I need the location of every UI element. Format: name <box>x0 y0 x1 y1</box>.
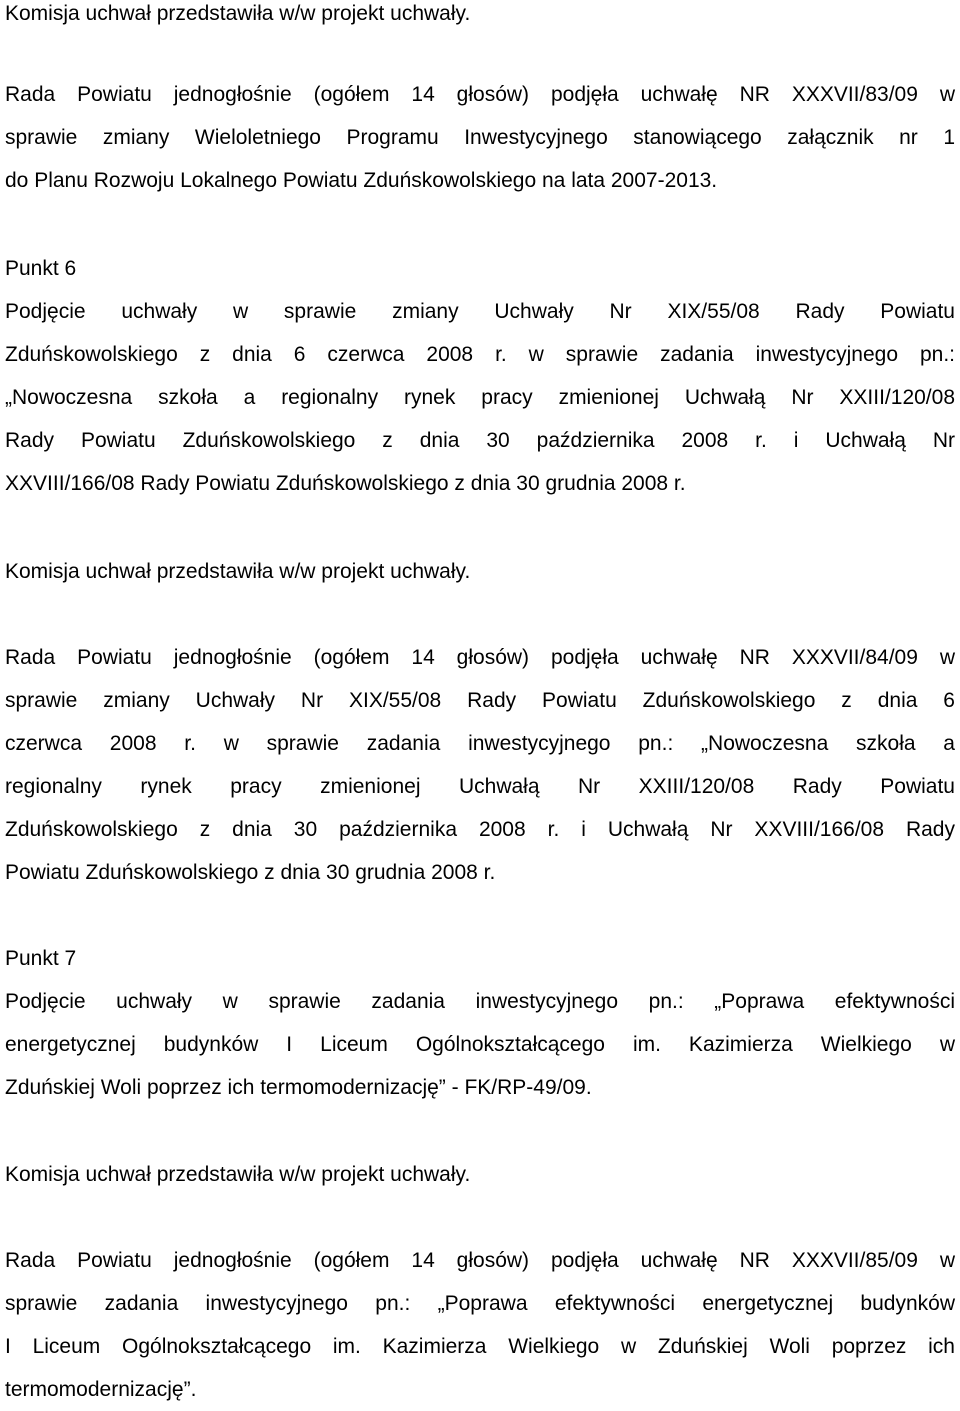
text-line: Komisja uchwał przedstawiła w/w projekt uchwały. <box>5 1163 471 1186</box>
paragraph-resolution-84 <box>5 636 955 894</box>
paragraph-resolution-85 <box>5 1239 955 1411</box>
text-line: regionalny rynek pracy zmienionej Uchwałą Nr XXIII/120/08 Rady Powiatu <box>5 775 955 798</box>
text-line: do Planu Rozwoju Lokalnego Powiatu Zduńskowolskiego na lata 2007-2013. <box>5 169 718 192</box>
text-line: Rada Powiatu jednogłośnie (ogółem 14 głosów) podjęła uchwałę NR XXXVII/84/09 w <box>5 646 955 669</box>
text-line: sprawie zmiany Uchwały Nr XIX/55/08 Rady Powiatu Zduńskowolskiego z dnia 6 <box>5 689 955 712</box>
text-line: Zduńskiej Woli poprzez ich termomodernizację” - FK/RP-49/09. <box>5 1076 592 1099</box>
paragraph-point-7 <box>5 937 955 1109</box>
paragraph-commission-note-3 <box>5 1153 955 1196</box>
text-line: Podjęcie uchwały w sprawie zadania inwestycyjnego pn.: „Poprawa efektywności <box>5 990 955 1013</box>
paragraph-resolution-83 <box>5 73 955 202</box>
paragraph-commission-note-1 <box>5 0 955 35</box>
text-line: Powiatu Zduńskowolskiego z dnia 30 grudnia 2008 r. <box>5 861 496 884</box>
text-line: czerwca 2008 r. w sprawie zadania inwestycyjnego pn.: „Nowoczesna szkoła a <box>5 732 955 755</box>
section-heading: Punkt 6 <box>5 257 77 280</box>
text-line: „Nowoczesna szkoła a regionalny rynek pracy zmienionej Uchwałą Nr XXIII/120/08 <box>5 386 955 409</box>
text-line: Komisja uchwał przedstawiła w/w projekt uchwały. <box>5 560 471 583</box>
text-line: Rada Powiatu jednogłośnie (ogółem 14 głosów) podjęła uchwałę NR XXXVII/85/09 w <box>5 1249 955 1272</box>
text-line: energetycznej budynków I Liceum Ogólnokształcącego im. Kazimierza Wielkiego w <box>5 1033 955 1056</box>
paragraph-commission-note-2 <box>5 550 955 593</box>
text-line: Rada Powiatu jednogłośnie (ogółem 14 głosów) podjęła uchwałę NR XXXVII/83/09 w <box>5 83 955 106</box>
text-line: Podjęcie uchwały w sprawie zmiany Uchwały Nr XIX/55/08 Rady Powiatu <box>5 300 955 323</box>
text-line: sprawie zmiany Wieloletniego Programu Inwestycyjnego stanowiącego załącznik nr 1 <box>5 126 955 149</box>
text-line: XXVIII/166/08 Rady Powiatu Zduńskowolskiego z dnia 30 grudnia 2008 r. <box>5 472 686 495</box>
text-line: Komisja uchwał przedstawiła w/w projekt uchwały. <box>5 2 471 25</box>
text-line: sprawie zadania inwestycyjnego pn.: „Poprawa efektywności energetycznej budynków <box>5 1292 955 1315</box>
text-line: Zduńskowolskiego z dnia 6 czerwca 2008 r. w sprawie zadania inwestycyjnego pn.: <box>5 343 955 366</box>
text-line: termomodernizację”. <box>5 1378 197 1401</box>
section-heading: Punkt 7 <box>5 947 77 970</box>
text-line: Rady Powiatu Zduńskowolskiego z dnia 30 października 2008 r. i Uchwałą Nr <box>5 429 955 452</box>
paragraph-point-6 <box>5 247 955 505</box>
text-line: I Liceum Ogólnokształcącego im. Kazimierza Wielkiego w Zduńskiej Woli poprzez ich <box>5 1335 955 1358</box>
text-line: Zduńskowolskiego z dnia 30 października 2008 r. i Uchwałą Nr XXVIII/166/08 Rady <box>5 818 955 841</box>
